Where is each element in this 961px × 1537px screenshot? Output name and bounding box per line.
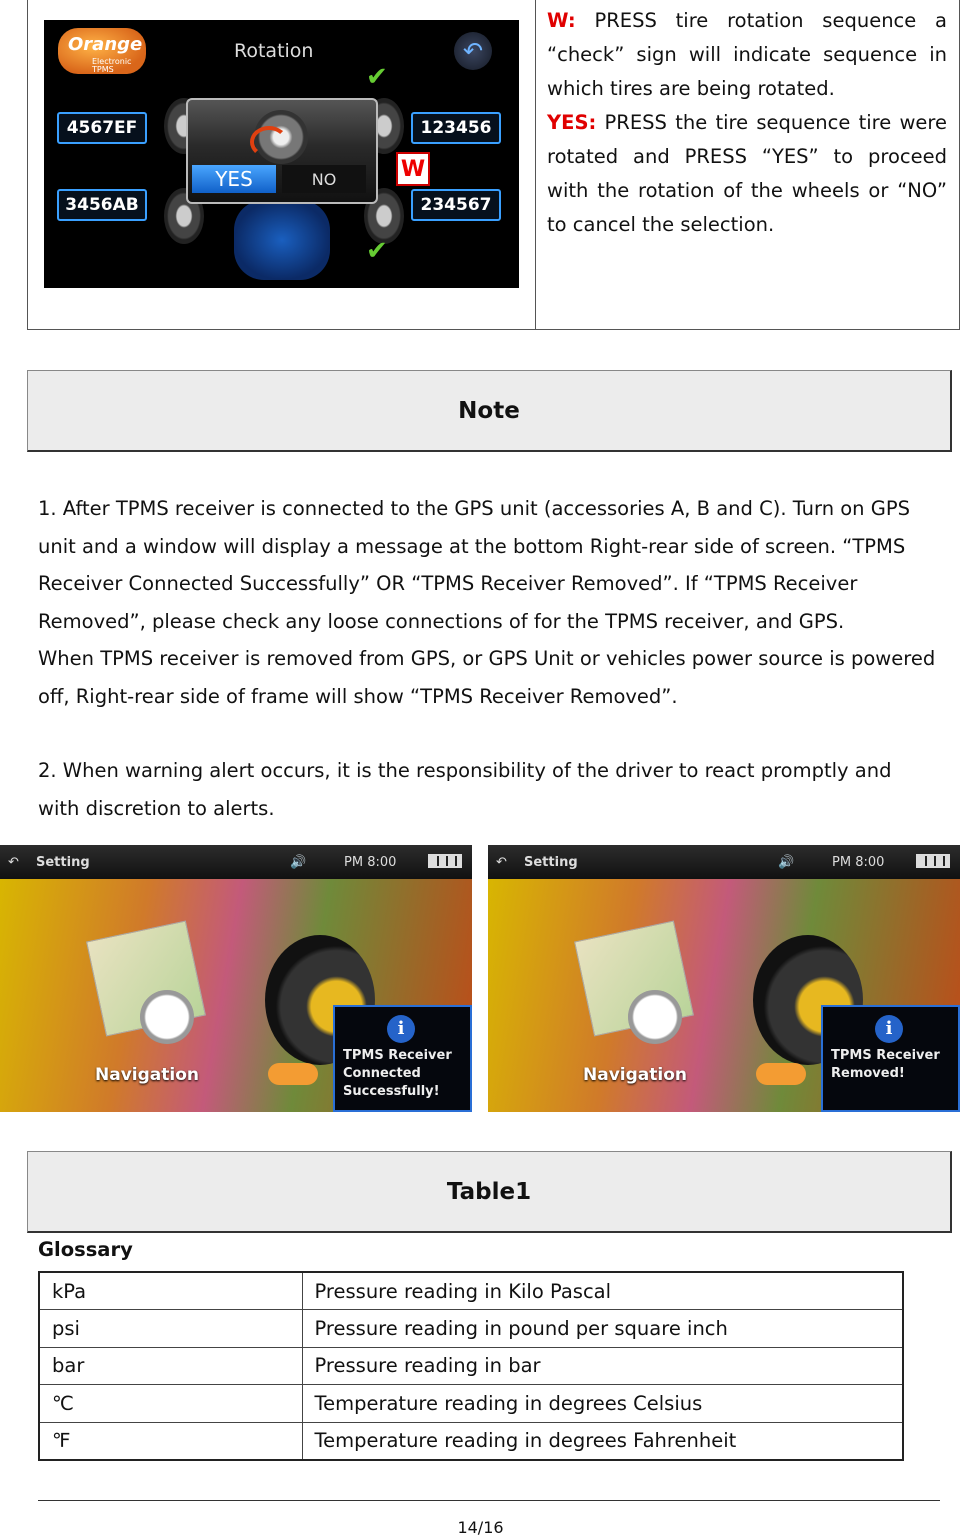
back-icon[interactable]: ↶ xyxy=(454,32,492,70)
yes-key: YES: xyxy=(547,111,597,134)
yes-description: PRESS the tire sequence tire were rotated and PRESS “YES” to proceed with the rotation of the wheels or “NO” to cancel the selection. xyxy=(547,111,947,236)
popup-message: TPMS Receiver Removed! xyxy=(831,1048,940,1081)
logo-text: Orange xyxy=(68,34,143,55)
back-arrow-icon[interactable]: ↶ xyxy=(8,855,19,870)
back-arrow-icon[interactable]: ↶ xyxy=(496,855,507,870)
volume-icon[interactable]: 🔊 xyxy=(290,855,307,870)
w-callout-label: W xyxy=(396,152,430,186)
glossary-table xyxy=(38,1271,904,1461)
tpms-connected-popup xyxy=(333,1005,472,1112)
orange-logo-small xyxy=(268,1063,318,1085)
plate-front-right[interactable]: 123456 xyxy=(411,112,501,144)
info-icon: i xyxy=(387,1015,415,1043)
popup-message: TPMS Receiver Connected Successfully! xyxy=(343,1048,452,1099)
note-paragraph-1 xyxy=(38,490,938,715)
gps-screen-removed xyxy=(488,845,960,1112)
table-divider xyxy=(535,0,536,330)
battery-icon xyxy=(916,854,950,868)
table-row xyxy=(39,1272,903,1310)
note-heading-box xyxy=(27,370,952,452)
glossary-label: Glossary xyxy=(38,1238,133,1261)
clock-text: PM 8:00 xyxy=(832,855,885,870)
glossary-definition: Pressure reading in bar xyxy=(302,1347,903,1385)
plate-rear-right[interactable]: 234567 xyxy=(411,189,501,221)
note-heading: Note xyxy=(458,397,520,424)
clock-text: PM 8:00 xyxy=(344,855,397,870)
table1-heading-box xyxy=(27,1151,952,1233)
note-text-1: 1. After TPMS receiver is connected to the GPS unit (accessories A, B and C). Turn on GPS unit and a window will display a message at the bottom Right-rear side of screen. “TPMS Receiver Connected Successfully” OR “TPMS Receiver Removed”. If “TPMS Receiver Removed”, please check any loose connections of for the TPMS receiver, and GPS. xyxy=(38,497,910,633)
navigation-label[interactable]: Navigation xyxy=(95,1065,199,1085)
orange-logo-small xyxy=(756,1063,806,1085)
no-button[interactable]: NO xyxy=(282,165,366,193)
glossary-term: kPa xyxy=(39,1272,302,1310)
plate-front-left[interactable]: 4567EF xyxy=(57,112,147,144)
setting-label[interactable]: Setting xyxy=(524,855,578,870)
rotate-arrow-icon xyxy=(250,126,288,158)
navigation-label[interactable]: Navigation xyxy=(583,1065,687,1085)
yes-button[interactable]: YES xyxy=(192,165,276,193)
screen-title: Rotation xyxy=(234,40,314,62)
plate-rear-left[interactable]: 3456AB xyxy=(57,189,147,221)
gps-screen-connected xyxy=(0,845,472,1112)
info-icon: i xyxy=(875,1015,903,1043)
glossary-definition: Pressure reading in pound per square inch xyxy=(302,1310,903,1348)
glossary-term: ℉ xyxy=(39,1422,302,1460)
check-icon[interactable]: ✔ xyxy=(366,62,388,92)
rotation-screen-image xyxy=(44,20,519,288)
gps-status-bar xyxy=(0,845,472,879)
note-text-2: 2. When warning alert occurs, it is the responsibility of the driver to react promptly and with discretion to alerts. xyxy=(38,759,892,820)
battery-icon xyxy=(428,854,462,868)
footer-rule xyxy=(38,1500,940,1501)
tpms-removed-popup xyxy=(821,1005,960,1112)
car-body-icon xyxy=(234,200,330,280)
page-number: 14/16 xyxy=(457,1518,504,1537)
glossary-term: psi xyxy=(39,1310,302,1348)
glossary-definition: Pressure reading in Kilo Pascal xyxy=(302,1272,903,1310)
glossary-definition: Temperature reading in degrees Celsius xyxy=(302,1385,903,1423)
rotation-description xyxy=(547,4,947,242)
w-key: W: xyxy=(547,9,576,32)
setting-label[interactable]: Setting xyxy=(36,855,90,870)
table-row xyxy=(39,1422,903,1460)
compass-icon xyxy=(628,990,682,1044)
w-description: PRESS tire rotation sequence a “check” sign will indicate sequence in which tires are being rotated. xyxy=(547,9,947,100)
compass-icon xyxy=(140,990,194,1044)
table-row xyxy=(39,1347,903,1385)
table-row xyxy=(39,1385,903,1423)
note-paragraph-2 xyxy=(38,752,938,827)
table1-heading: Table1 xyxy=(446,1178,532,1205)
note-text-1b: When TPMS receiver is removed from GPS, or GPS Unit or vehicles power source is powered off, Right-rear side of frame will show “TPMS Receiver Removed”. xyxy=(38,647,936,708)
table-row xyxy=(39,1310,903,1348)
volume-icon[interactable]: 🔊 xyxy=(778,855,795,870)
glossary-term: ℃ xyxy=(39,1385,302,1423)
glossary-definition: Temperature reading in degrees Fahrenheit xyxy=(302,1422,903,1460)
gps-status-bar xyxy=(488,845,960,879)
glossary-term: bar xyxy=(39,1347,302,1385)
orange-logo xyxy=(58,28,146,74)
logo-subtext: Electronic TPMS xyxy=(92,57,132,74)
check-icon[interactable]: ✔ xyxy=(366,236,388,266)
